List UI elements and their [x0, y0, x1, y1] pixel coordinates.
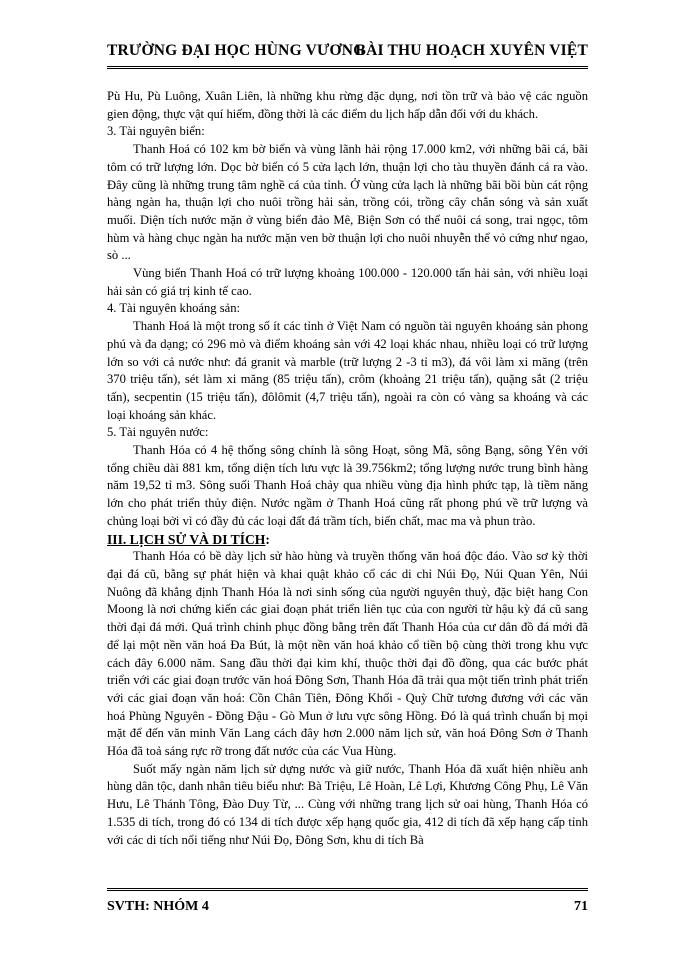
page-body [107, 88, 588, 849]
section-heading-text: III. LỊCH SỬ VÀ DI TÍCH [107, 531, 266, 547]
section-heading-history [107, 531, 588, 549]
section-heading-colon: : [265, 531, 270, 547]
paragraph-forest-end: Pù Hu, Pù Luông, Xuân Liên, là những khu rừng đặc dụng, nơi tồn trữ và bảo vệ các nguồn gien động, thực vật quí hiếm, đồng thời là các điểm du lịch hấp dẫn đối với du khách. [107, 89, 588, 121]
header-school-name: TRƯỜNG ĐẠI HỌC HÙNG VƯƠNG [107, 42, 366, 59]
paragraph-heroes-relics: Suốt mấy ngàn năm lịch sử dựng nước và giữ nước, Thanh Hóa đã xuất hiện nhiều anh hùng dân tộc, danh nhân tiêu biểu như: Bà Triệu, Lê Hoàn, Lê Lợi, Khương Công Phụ, Lê Văn Hưu, Lê Thánh Tông, Đào Duy Từ, ... Cùng với những trang lịch sử oai hùng, Thanh Hóa có 1.535 di tích, trong đó có 134 di tích được xếp hạng quốc gia, 412 di tích đã xếp hạng cấp tỉnh với các di tích nổi tiếng như Núi Đọ, Đông Sơn, khu di tích Bà [107, 761, 588, 847]
paragraph-sea-yield: Vùng biển Thanh Hoá có trữ lượng khoảng 100.000 - 120.000 tấn hải sản, với nhiều loại hải sản có giá trị kinh tế cao. [107, 266, 588, 298]
footer-group-name: SVTH: NHÓM 4 [107, 899, 209, 914]
header-report-title: BÀI THU HOẠCH XUYÊN VIỆT [355, 42, 588, 59]
paragraph-water-resources: Thanh Hóa có 4 hệ thống sông chính là sông Hoạt, sông Mã, sông Bạng, sông Yên với tổng chiều dài 881 km, tổng diện tích lưu vực là 39.756km2; tổng lượng nước trung bình hàng năm 19,52 tỉ m3. Sông suối Thanh Hoá chảy qua nhiều vùng địa hình phức tạp, là tiềm năng lớn cho phát triển thủy điện. Nước ngầm ở Thanh Hoá cũng rất phong phú về trữ lượng và chủng loại bởi vì có đầy đủ các loại đất đá trầm tích, biến chất, mac ma và phun trào. [107, 443, 588, 528]
subheading-water-resources: 5. Tài nguyên nước: [107, 425, 209, 440]
page-number: 71 [574, 899, 588, 914]
subheading-sea-resources: 3. Tài nguyên biển: [107, 124, 205, 139]
paragraph-sea-resources: Thanh Hoá có 102 km bờ biển và vùng lãnh hải rộng 17.000 km2, với những bãi cá, bãi tôm có trữ lượng lớn. Dọc bờ biển có 5 cửa lạch lớn, thuận lợi cho tàu thuyền đánh cá ra vào. Đây cũng là những trung tâm nghề cá của tỉnh. Ở vùng cửa lạch là những bãi bồi bùn cát rộng hàng ngàn ha, thuận lợi cho nuôi trồng hải sản, trồng cói, trồng cây chắn sóng và sản xuất muối. Diện tích nước mặn ở vùng biển đảo Mê, Biện Sơn có thể nuôi cá song, trai ngọc, tôm hùm và hàng chục ngàn ha nước mặn ven bờ thuận lợi cho nuôi nhuyễn thể vỏ cứng như ngao, sò ... [107, 142, 588, 263]
paragraph-history: Thanh Hóa có bề dày lịch sử hào hùng và truyền thống văn hoá độc đáo. Vào sơ kỳ thời đại đá cũ, bằng sự phát hiện và khai quật khảo cổ các di chỉ Núi Đọ, Núi Quan Yên, Núi Nuông đã khẳng định Thanh Hóa là nơi sinh sống của người nguyên thuỷ, đặc biệt hang Con Moong là nơi chứng kiến các giai đoạn phát triển liên tục của con người từ hậu kỳ đá cũ sang thời đại đá mới. Quá trình chinh phục đồng bằng trên đất Thanh Hóa của cư dân đồ đá mới đã để lại một nền văn hoá Đa Bút, là một nền văn hoá khảo cổ tiền bộ cùng thời trong khu vực cách đây 6.000 năm. Sang đầu thời đại kim khí, thuộc thời đại đồ đồng, qua các bước phát triển với các giai đoạn trước văn hoá Đông Sơn, Thanh Hóa đã trải qua một tiến trình phát triển với các giai đoạn văn hoá: Cồn Chân Tiên, Đông Khối - Quỳ Chữ tương đương với các văn hoá Phùng Nguyên - Đồng Đậu - Gò Mun ở lưu vực sông Hồng. Đó là quá trình chuẩn bị mọi mặt để đến văn minh Văn Lang cách đây hơn 2.000 năm lịch sử, văn hoá Đông Sơn ở Thanh Hóa đã toả sáng rực rỡ trong đất nước của các Vua Hùng. [107, 549, 588, 759]
subheading-mineral-resources: 4. Tài nguyên khoáng sản: [107, 301, 241, 316]
page-footer [107, 888, 588, 915]
paragraph-mineral-resources: Thanh Hoá là một trong số ít các tỉnh ở Việt Nam có nguồn tài nguyên khoáng sản phong phú và đa dạng; có 296 mỏ và điểm khoáng sản với 42 loại khác nhau, nhiều loại có trữ lượng lớn so với cả nước như: đá granit và marble (trữ lượng 2 -3 tỉ m3), đá vôi làm xi măng (trên 370 triệu tấn), sét làm xi măng (85 triệu tấn), crôm (khoảng 21 triệu tấn), quặng sắt (2 triệu tấn), secpentin (15 triệu tấn), đôlômit (4,7 triệu tấn), ngoài ra còn có vàng sa khoáng và các loại khoáng sản khác. [107, 319, 588, 422]
page-header [107, 40, 588, 69]
